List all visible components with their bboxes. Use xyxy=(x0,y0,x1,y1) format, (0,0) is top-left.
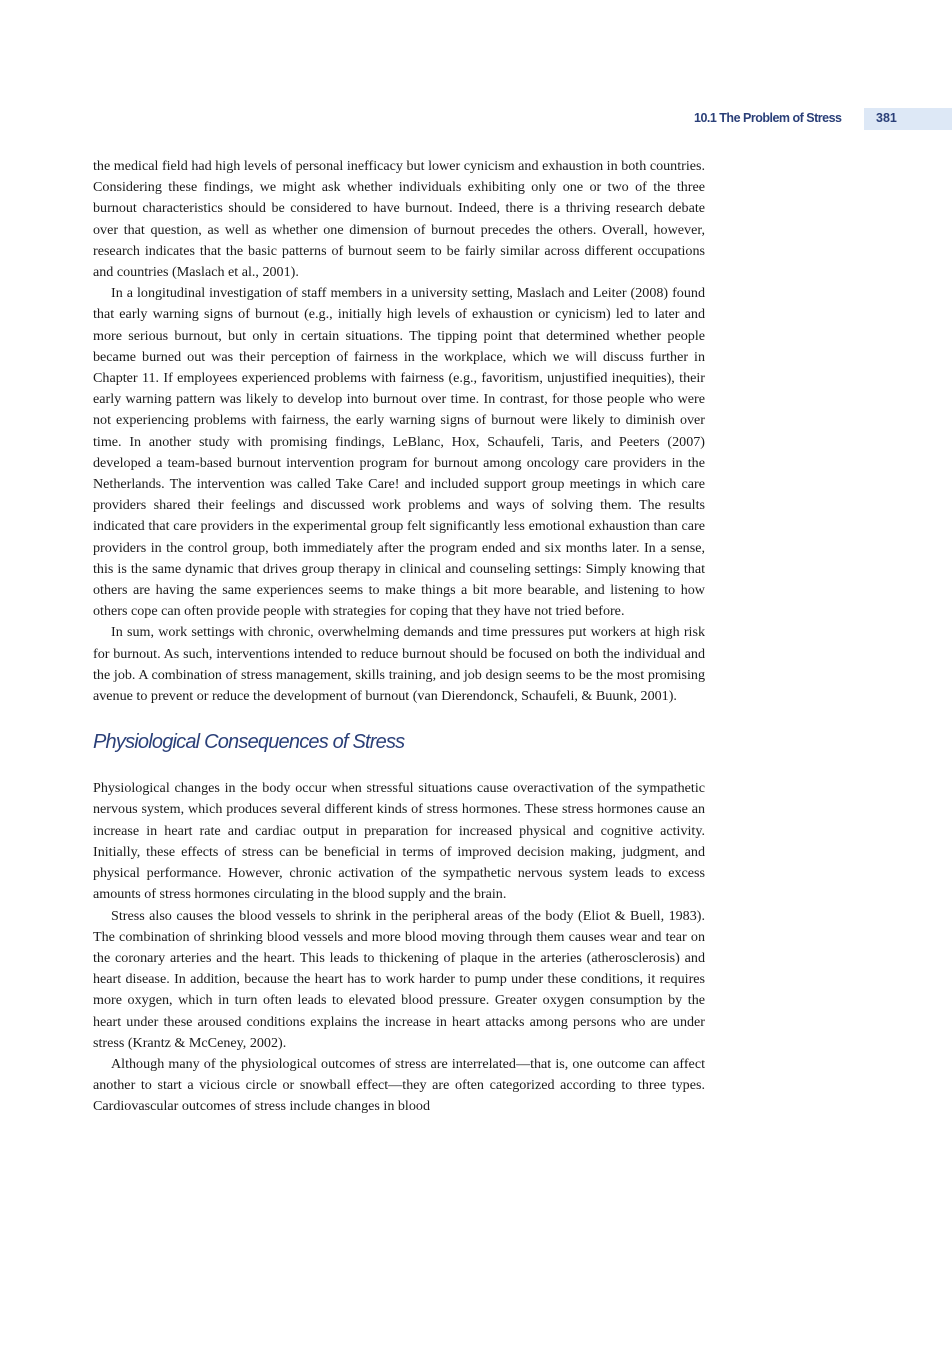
section-heading: Physiological Consequences of Stress xyxy=(93,731,405,754)
paragraph: Physiological changes in the body occur when stressful situations cause overactivation of the sympathetic nervous system, which produces several different kinds of stress hormones. These stress hormones cause an increase in heart rate and cardiac output in preparation for increased physical and cognitive activity. Initially, these effects of stress can be beneficial in terms of improved decision making, judgment, and physical performance. However, chronic activation of the sympathetic nervous system leads to excess amounts of stress hormones circulating in the blood supply and the brain. xyxy=(93,780,705,903)
running-head: 10.1 The Problem of Stress xyxy=(694,111,842,125)
body-text xyxy=(93,156,705,1118)
page-header xyxy=(0,108,952,134)
paragraph: Stress also causes the blood vessels to shrink in the peripheral areas of the body (Eliot & Buell, 1983). The combination of shrinking blood vessels and more blood moving through them causes wear and tear on the coronary arteries and the heart. This leads to thickening of plaque in the arteries (atherosclerosis) and heart disease. In addition, because the heart has to work harder to pump under these conditions, it requires more oxygen, which in turn often leads to elevated blood pressure. Greater oxygen consumption by the heart under these aroused conditions explains the increase in heart attacks among persons who are under stress (Krantz & McCeney, 2002). xyxy=(93,907,705,1051)
page-number: 381 xyxy=(876,111,897,125)
paragraph: In sum, work settings with chronic, overwhelming demands and time pressures put workers at high risk for burnout. As such, interventions intended to reduce burnout should be focused on both the individual and the job. A combination of stress management, skills training, and job design seems to be the most promising avenue to prevent or reduce the development of burnout (van Dierendonck, Schaufeli, & Buunk, 2001). xyxy=(93,624,705,705)
paragraph: the medical field had high levels of personal inefficacy but lower cynicism and exhaustion in both countries. Considering these findings, we might ask whether individuals exhibiting only one or two of the three burnout characteristics should be considered to have burnout. Indeed, there is a thriving research debate over that question, as well as whether one dimension of burnout precedes the others. Overall, however, research indicates that the basic patterns of burnout seem to be fairly similar across different occupations and countries (Maslach et al., 2001). xyxy=(93,158,705,281)
paragraph: Although many of the physiological outcomes of stress are interrelated—that is, one outcome can affect another to start a vicious circle or snowball effect—they are often categorized according to three types. Cardiovascular outcomes of stress include changes in blood xyxy=(93,1055,705,1115)
paragraph: In a longitudinal investigation of staff members in a university setting, Maslach and Leiter (2008) found that early warning signs of burnout (e.g., initially high levels of exhaustion or cynicism) led to later and more serious burnout, but only in certain situations. The tipping point that determined whether people became burned out was their perception of fairness in the workplace, which we will discuss further in Chapter 11. If employees experienced problems with fairness (e.g., favoritism, unjustified inequities), their early warning pattern was likely to develop into burnout over time. In contrast, for those people who were not experiencing problems with fairness, the early warning signs of burnout were likely to diminish over time. In another study with promising findings, LeBlanc, Hox, Schaufeli, Taris, and Peeters (2007) developed a team-based burnout intervention program for burnout among oncology care providers in the Netherlands. The intervention was called Take Care! and included support group meetings in which care providers shared their feelings and discussed work problems and ways of solving them. The results indicated that care providers in the experimental group felt significantly less emotional exhaustion than care providers in the control group, both immediately after the program ended and six months later. In a sense, this is the same dynamic that drives group therapy in clinical and counseling settings: Simply knowing that others are having the same experiences seems to make things a bit more bearable, and listening to how others cope can often provide people with strategies for coping that they have not tried before. xyxy=(93,285,705,620)
